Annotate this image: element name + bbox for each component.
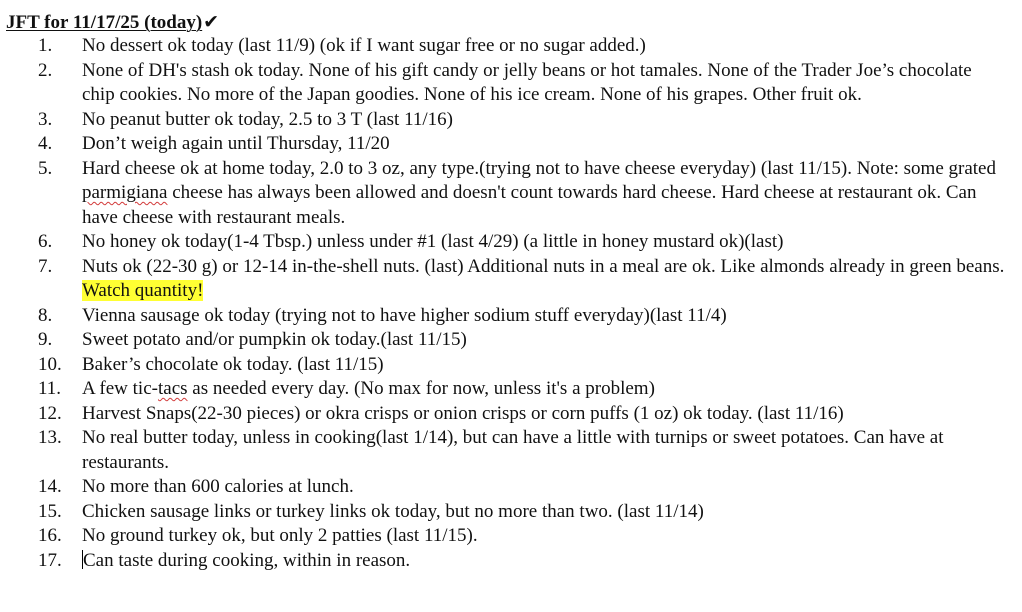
highlighted-text: Watch quantity!: [82, 280, 204, 301]
item-number: 2.: [38, 59, 53, 81]
item-number: 11.: [38, 378, 62, 399]
item-text: Vienna sausage ok today (trying not to have higher sodium stuff everyday)(last 11/4): [82, 304, 727, 326]
item-number: 14.: [38, 476, 62, 497]
list-item: [0, 475, 1022, 500]
item-text: Sweet potato and/or pumpkin ok today.(last 11/15): [82, 329, 467, 350]
item-text-part: Nuts ok (22-30 g) or 12-14 in-the-shell nuts. (last) Additional nuts in a meal are ok. Like almonds already in green beans.: [82, 255, 1005, 277]
item-text: Harvest Snaps(22-30 pieces) or okra crisps or onion crisps or corn puffs (1 oz) ok today. (last 11/16): [82, 402, 844, 424]
item-text: No dessert ok today (last 11/9) (ok if I want sugar free or no sugar added.): [82, 35, 646, 56]
item-text-part: as needed every day. (No max for now, unless it's a problem): [187, 378, 655, 399]
item-text: No peanut butter ok today, 2.5 to 3 T (last 11/16): [82, 108, 453, 130]
item-number: 8.: [38, 304, 53, 326]
list-item: [0, 255, 1022, 304]
list-item: [0, 328, 1022, 353]
item-text-part: Can taste during cooking, within in reason.: [83, 549, 411, 571]
item-text: No more than 600 calories at lunch.: [82, 476, 354, 497]
list-item: [0, 524, 1022, 549]
list-item: [0, 230, 1022, 255]
item-number: 12.: [38, 402, 62, 424]
item-number: 17.: [38, 549, 62, 571]
item-text: [82, 377, 1008, 402]
rules-list: [0, 34, 1022, 573]
list-item: [0, 304, 1022, 329]
item-number: 5.: [38, 157, 53, 179]
list-item: [0, 549, 1022, 574]
spellcheck-flagged-word[interactable]: parmigiana: [82, 182, 168, 203]
list-item: [0, 132, 1022, 157]
item-number: 1.: [38, 35, 53, 56]
item-text: [82, 549, 1008, 574]
item-number: 6.: [38, 231, 53, 252]
list-item: [0, 353, 1022, 378]
list-item: [0, 108, 1022, 133]
item-text: None of DH's stash ok today. None of his gift candy or jelly beans or hot tamales. None of the Trader Joe’s chocolate chip cookies. No more of the Japan goodies. None of his ice cream. None of his grapes. Other fruit ok.: [82, 59, 972, 105]
item-number: 13.: [38, 427, 62, 448]
list-item: [0, 34, 1022, 59]
item-text: Don’t weigh again until Thursday, 11/20: [82, 133, 390, 154]
item-text: Chicken sausage links or turkey links ok today, but no more than two. (last 11/14): [82, 500, 704, 522]
list-item: [0, 157, 1022, 231]
list-item: [0, 500, 1022, 525]
item-number: 4.: [38, 133, 53, 154]
item-text: Baker’s chocolate ok today. (last 11/15): [82, 353, 384, 375]
spellcheck-flagged-word[interactable]: tacs: [157, 378, 188, 399]
item-text-part: cheese has always been allowed and doesn't count towards hard cheese. Hard cheese at restaurant ok. Can have cheese with restaurant meals.: [82, 182, 977, 228]
item-text: [82, 157, 1008, 231]
list-item: [0, 402, 1022, 427]
list-item: [0, 59, 1022, 108]
item-text: No real butter today, unless in cooking(last 1/14), but can have a little with turnips or sweet potatoes. Can have at restaurants.: [82, 427, 944, 473]
item-text-part: Hard cheese ok at home today, 2.0 to 3 oz, any type.(trying not to have cheese everyday) (last 11/15). Note: some grated: [82, 157, 996, 179]
checkmark-icon: ✔: [203, 11, 220, 33]
item-text-part: A few tic-: [82, 378, 158, 399]
item-number: 9.: [38, 329, 53, 350]
item-number: 16.: [38, 525, 62, 546]
item-text: [82, 255, 1008, 304]
item-text: No ground turkey ok, but only 2 patties (last 11/15).: [82, 525, 478, 546]
title-text: JFT for 11/17/25 (today): [6, 12, 203, 33]
document-title: [6, 10, 219, 35]
item-text: No honey ok today(1-4 Tbsp.) unless under #1 (last 4/29) (a little in honey mustard ok)(last): [82, 231, 784, 252]
item-number: 7.: [38, 255, 53, 277]
list-item: [0, 377, 1022, 402]
item-number: 3.: [38, 108, 53, 130]
list-item: [0, 426, 1022, 475]
item-number: 10.: [38, 353, 62, 375]
item-number: 15.: [38, 500, 62, 522]
